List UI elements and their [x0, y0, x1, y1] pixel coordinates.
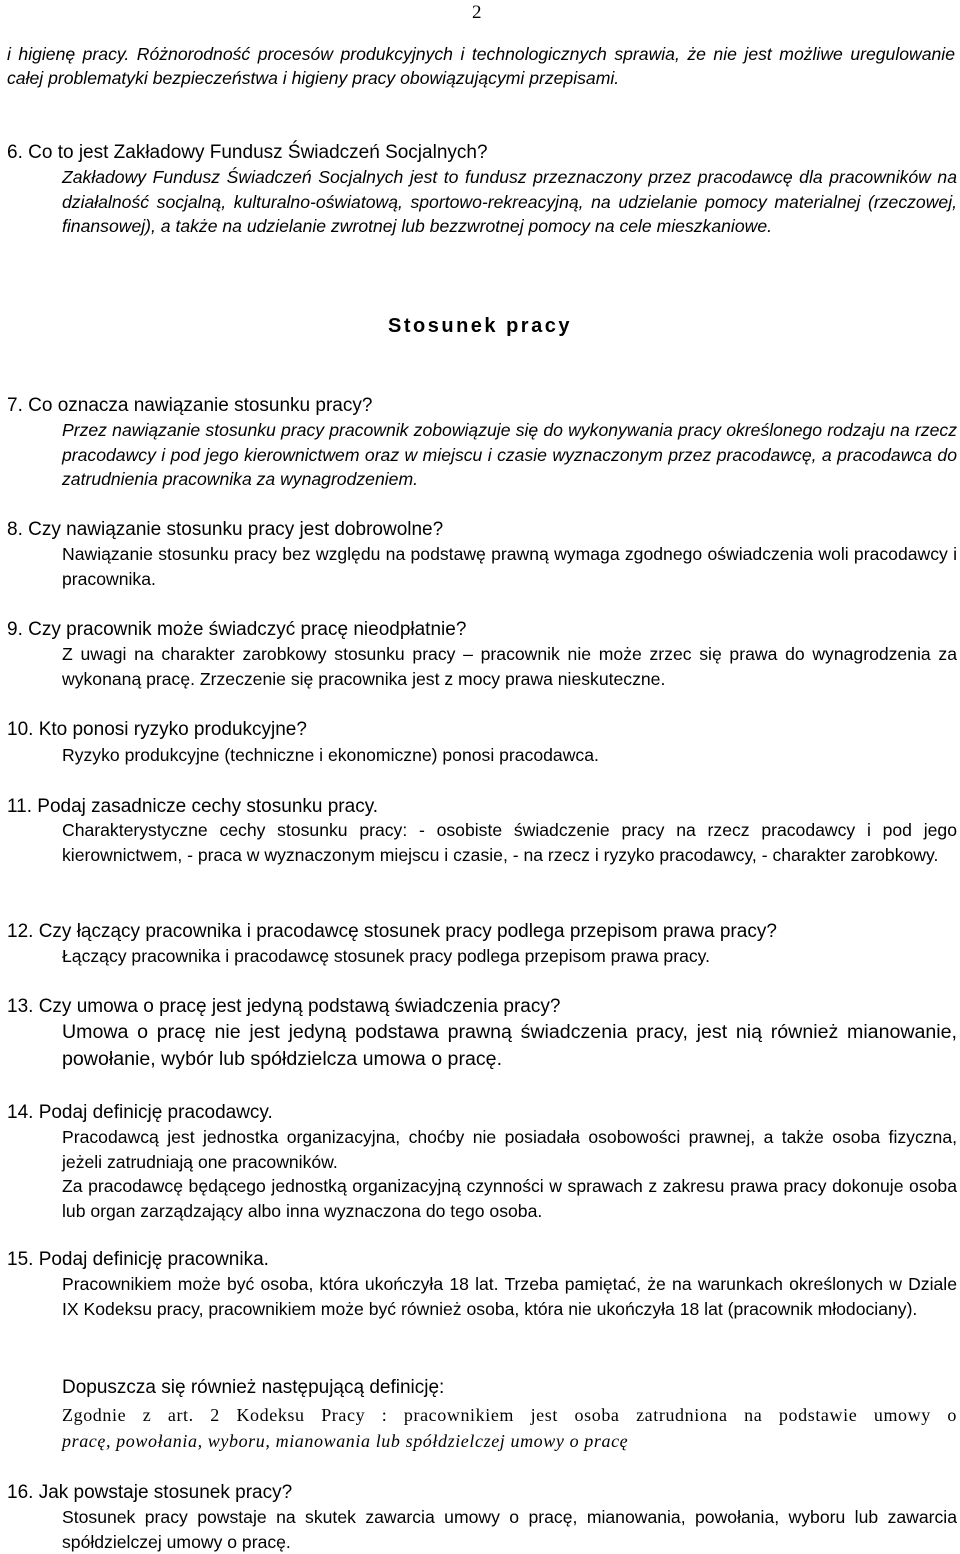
section-title: Stosunek pracy [388, 315, 572, 337]
answer-9: Z uwagi na charakter zarobkowy stosunku pracy – pracownik nie może zrzec się prawa do wynagrodzenia za wykonaną pracę. Zrzeczenie się pracownika jest z mocy prawa nieskuteczne. [62, 644, 957, 689]
question-10: 10. Kto ponosi ryzyko produkcyjne? [7, 719, 307, 740]
question-6: 6. Co to jest Zakładowy Fundusz Świadczeń Socjalnych? [7, 142, 488, 163]
question-16: 16. Jak powstaje stosunek pracy? [7, 1482, 293, 1503]
answer-6: Zakładowy Fundusz Świadczeń Socjalnych jest to fundusz przeznaczony przez pracodawcę dla pracowników na działalność socjalną, kulturalno-oświatową, sportowo-rekreacyjną, na udzielanie pomocy materialnej (rzeczowej, finansowej), a także na udzielanie zwrotnej lub bezzwrotnej pomocy na cele mieszkaniowe. [62, 167, 957, 236]
question-15: 15. Podaj definicję pracownika. [7, 1249, 269, 1270]
question-8: 8. Czy nawiązanie stosunku pracy jest dobrowolne? [7, 519, 444, 540]
question-13: 13. Czy umowa o pracę jest jedyną podstawą świadczenia pracy? [7, 996, 561, 1017]
code-quote-line-1: Zgodnie z art. 2 Kodeksu Pracy : pracownikiem jest osoba zatrudniona na podstawie umowy o [62, 1405, 957, 1425]
answer-12: Łączący pracownika i pracodawcę stosunek pracy podlega przepisom prawa pracy. [62, 946, 711, 966]
alternative-definition-heading: Dopuszcza się również następującą definicję: [62, 1377, 445, 1398]
question-12: 12. Czy łączący pracownika i pracodawcę stosunek pracy podlega przepisom prawa pracy? [7, 921, 777, 942]
answer-10: Ryzyko produkcyjne (techniczne i ekonomiczne) ponosi pracodawca. [62, 745, 599, 765]
question-11: 11. Podaj zasadnicze cechy stosunku pracy. [7, 796, 379, 817]
page-number: 2 [472, 2, 482, 23]
question-14: 14. Podaj definicję pracodawcy. [7, 1102, 273, 1123]
answer-14-part-1: Pracodawcą jest jednostka organizacyjna, choćby nie posiadała osobowości prawnej, a także osoba fizyczna, jeżeli zatrudniają one pracowników. [62, 1127, 957, 1172]
intro-paragraph: i higienę pracy. Różnorodność procesów produkcyjnych i technologicznych sprawia, że nie jest możliwe uregulowanie całej problematyki bezpieczeństwa i higieny pracy obowiązującymi przepisami. [7, 44, 955, 88]
question-7: 7. Co oznacza nawiązanie stosunku pracy? [7, 395, 373, 416]
answer-14-part-2: Za pracodawcę będącego jednostką organizacyjną czynności w sprawach z zakresu prawa pracy dokonuje osoba lub organ zarządzający albo inna wyznaczona do tego osoba. [62, 1176, 957, 1221]
answer-11: Charakterystyczne cechy stosunku pracy: - osobiste świadczenie pracy na rzecz pracodawcy i pod jego kierownictwem, - praca w wyznaczonym miejscu i czasie, - na rzecz i ryzyko pracodawcy, - charakter zarobkowy. [62, 820, 957, 865]
code-quote-line-2: pracę, powołania, wyboru, mianowania lub spółdzielczej umowy o pracę [62, 1431, 629, 1451]
answer-7: Przez nawiązanie stosunku pracy pracownik zobowiązuje się do wykonywania pracy określonego rodzaju na rzecz pracodawcy i pod jego kierownictwem oraz w miejscu i czasie wyznaczonym przez pracodawcę, a pracodawca do zatrudnienia pracownika za wynagrodzeniem. [62, 420, 957, 489]
question-9: 9. Czy pracownik może świadczyć pracę nieodpłatnie? [7, 619, 467, 640]
answer-15: Pracownikiem może być osoba, która ukończyła 18 lat. Trzeba pamiętać, że na warunkach określonych w Dziale IX Kodeksu pracy, pracownikiem może być również osoba, która nie ukończyła 18 lat (pracownik młodociany). [62, 1274, 957, 1319]
answer-16: Stosunek pracy powstaje na skutek zawarcia umowy o pracę, mianowania, powołania, wyboru lub zawarcia spółdzielczej umowy o pracę. [62, 1507, 957, 1552]
answer-13: Umowa o pracę nie jest jedyną podstawa prawną świadczenia pracy, jest nią również mianowanie, powołanie, wybór lub spółdzielcza umowa o pracę. [62, 1021, 957, 1070]
answer-8: Nawiązanie stosunku pracy bez względu na podstawę prawną wymaga zgodnego oświadczenia woli pracodawcy i pracownika. [62, 544, 957, 589]
